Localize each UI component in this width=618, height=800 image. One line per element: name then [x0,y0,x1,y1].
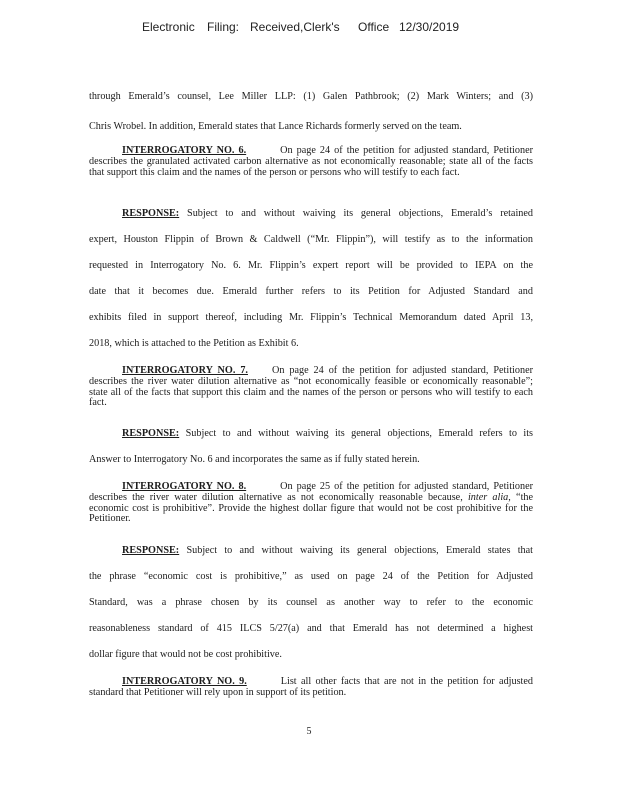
header-received: Received,Clerk's [250,20,340,34]
response-7-line-2: Answer to Interrogatory No. 6 and incorporates the same as if fully stated herein. [89,454,420,465]
response-6-line-2: expert, Houston Flippin of Brown & Caldwell (“Mr. Flippin”), will testify as to the information [89,234,533,245]
interrogatory-6 [89,146,533,178]
response-8-line-5: dollar figure that would not be cost prohibitive. [89,649,282,660]
response-6-line-6: 2018, which is attached to the Petition as Exhibit 6. [89,338,299,349]
response-8-line-2: the phrase “economic cost is prohibitive,” as used on page 24 of the Petition for Adjusted [89,571,533,582]
response-8-line-4: reasonableness standard of 415 ILCS 5/27(a) and that Emerald has not determined a highest [89,623,533,634]
interrogatory-8-label: INTERROGATORY NO. 8. [122,481,247,492]
header-office: Office [358,20,390,34]
interrogatory-7 [89,366,533,409]
interrogatory-7-label: INTERROGATORY NO. 7. [122,365,248,376]
interrogatory-6-label: INTERROGATORY NO. 6. [122,145,247,156]
response-8-line-1: RESPONSE: Subject to and without waiving its general objections, Emerald states that [122,545,533,556]
response-8-line-3: Standard, was a phrase chosen by its counsel as another way to refer to the economic [89,597,533,608]
response-6-line-5: exhibits filed in support thereof, including Mr. Flippin’s Technical Memorandum dated April 13, [89,312,533,323]
header-date: 12/30/2019 [399,20,460,34]
interrogatory-9-text: List all other facts that are not in the petition for adjusted standard that Petitioner will rely upon in support of its petition. [89,676,533,698]
interrogatory-9-label: INTERROGATORY NO. 9. [122,676,247,687]
response-7-line-1: RESPONSE: Subject to and without waiving its general objections, Emerald refers to its [122,428,534,439]
response-6-line-4: date that it becomes due. Emerald further refers to its Petition for Adjusted Standard and [89,286,533,297]
response-6-label: RESPONSE: [122,208,180,219]
header-filing: Filing: [207,20,240,34]
continuation-line-1: through Emerald’s counsel, Lee Miller LLP: (1) Galen Pathbrook; (2) Mark Winters; and (3) [89,91,533,102]
response-8-label: RESPONSE: [122,545,180,556]
continuation-line-2: Chris Wrobel. In addition, Emerald states that Lance Richards formerly served on the team. [89,121,462,132]
interrogatory-6-text: On page 24 of the petition for adjusted standard, Petitioner describes the granulated activated carbon alternative as not economically reasonable; state all of the facts that support this claim and the names of the person or persons who will testify to each fact. [89,145,533,178]
response-6-line-1: RESPONSE: Subject to and without waiving its general objections, Emerald’s retained [122,208,533,219]
inter-alia: inter alia [467,491,509,503]
response-7-label: RESPONSE: [122,428,180,439]
interrogatory-9 [89,677,533,699]
header-electronic: Electronic [142,20,195,34]
response-6-line-3: requested in Interrogatory No. 6. Mr. Flippin’s expert report will be provided to IEPA on the [89,260,533,271]
page-number: 5 [306,726,312,737]
interrogatory-7-text: On page 24 of the petition for adjusted standard, Petitioner describes the river water dilution alternative as “not economically feasible or economically reasonable”; state all of the facts that support this claim and the names of the person or persons who will testify to each fact. [89,365,533,409]
interrogatory-8: INTERROGATORY NO. 8. On page 25 of the petition for adjusted standard, Petitioner describes the river water dilution alternative as not economically reasonable because, inter alia, “the economic cost is prohibitive”. Provide the highest dollar figure that would not be cost prohibitive for the Petitioner. [89,481,534,525]
